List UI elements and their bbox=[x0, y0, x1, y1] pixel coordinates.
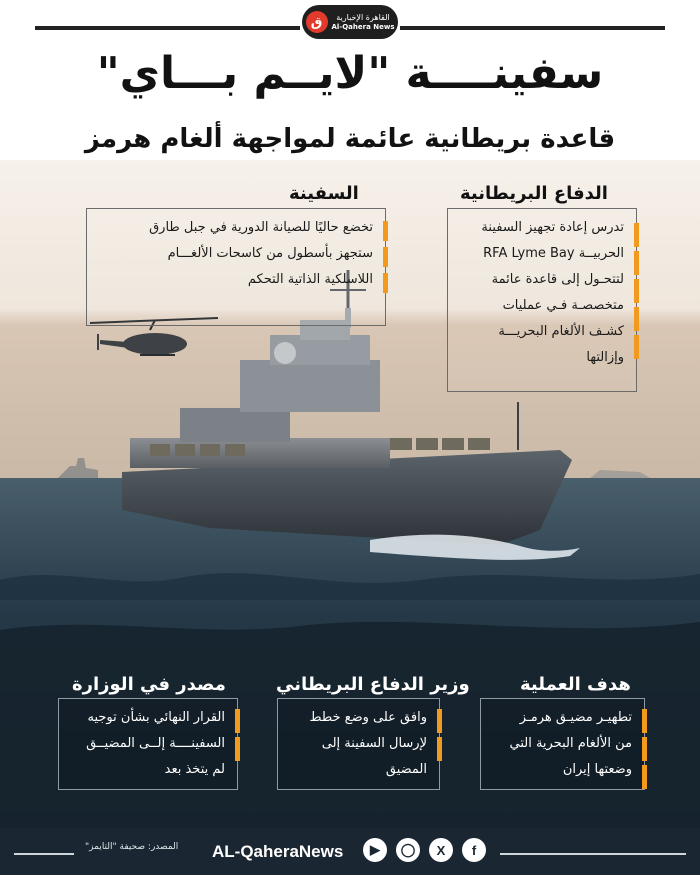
header-area bbox=[0, 0, 700, 175]
accent-bar bbox=[642, 709, 647, 733]
defense-line-5: كشـف الألغام البحريـــة bbox=[498, 324, 624, 339]
footer-divider-right bbox=[500, 853, 686, 855]
ship-line-3: اللاسلكية الذاتية التحكم bbox=[247, 272, 373, 287]
defense-section-title: الدفاع البريطانية bbox=[460, 183, 608, 204]
ship-section-title: السفينة bbox=[289, 183, 359, 204]
source-credit: المصدر: صحيفة "التايمز" bbox=[85, 842, 179, 852]
source-line-2: السفينــــة إلــى المضيــق bbox=[86, 736, 225, 751]
defense-line-4: متخصصـة فـي عمليات bbox=[502, 298, 624, 313]
accent-bar bbox=[634, 223, 639, 247]
accent-bar bbox=[383, 273, 388, 293]
brand-logo-text bbox=[332, 13, 395, 32]
header-divider-right bbox=[400, 26, 665, 30]
accent-bar bbox=[383, 247, 388, 267]
brand-name-english: Al-Qahera News bbox=[331, 22, 395, 31]
accent-bar bbox=[634, 335, 639, 359]
instagram-icon[interactable]: ◯ bbox=[396, 838, 420, 862]
defense-line-6: وإزالتها bbox=[586, 350, 624, 365]
youtube-icon[interactable]: ▶ bbox=[363, 838, 387, 862]
goal-line-3: وضعتها إيران bbox=[562, 762, 632, 777]
accent-bar bbox=[634, 307, 639, 331]
accent-bar bbox=[437, 709, 442, 733]
minister-info-box bbox=[277, 698, 440, 790]
accent-bar bbox=[642, 737, 647, 761]
ship-line-1: تخضع حاليًا للصيانة الدورية في جبل طارق bbox=[149, 220, 373, 235]
page-title: سفينــــة "لايــم بـــاي" bbox=[96, 48, 604, 99]
defense-info-box bbox=[447, 208, 637, 392]
accent-bar bbox=[383, 221, 388, 241]
brand-name-arabic: القاهرة الإخبارية bbox=[336, 12, 390, 22]
header-divider-left bbox=[35, 26, 300, 30]
minister-line-1: وافق على وضع خطط bbox=[309, 710, 427, 725]
ship-line-2: ستجهز بأسطول من كاسحات الألغـــام bbox=[167, 246, 373, 261]
page-subtitle: قاعدة بريطانية عائمة لمواجهة ألغام هرمز bbox=[84, 124, 616, 154]
footer-divider-left bbox=[14, 853, 74, 855]
minister-line-3: المضيق bbox=[385, 762, 427, 777]
site-name[interactable]: AL-QaheraNews bbox=[212, 842, 344, 861]
source-line-1: القرار النهائي بشأن توجيه bbox=[87, 710, 225, 725]
goal-line-1: تطهيـر مضيـق هرمـز bbox=[519, 710, 632, 725]
minister-line-2: لإرسال السفينة إلى bbox=[321, 736, 427, 751]
facebook-icon[interactable]: f bbox=[462, 838, 486, 862]
source-info-box bbox=[58, 698, 238, 790]
accent-bar bbox=[634, 251, 639, 275]
accent-bar bbox=[235, 709, 240, 733]
minister-section-title: وزير الدفاع البريطاني bbox=[276, 674, 470, 695]
accent-bar bbox=[642, 765, 647, 789]
defense-line-3: لتتحـول إلى قاعدة عائمة bbox=[491, 272, 624, 287]
source-section-title: مصدر في الوزارة bbox=[72, 674, 226, 695]
ship-info-box bbox=[86, 208, 386, 326]
logo-bar bbox=[0, 5, 700, 41]
accent-bar bbox=[437, 737, 442, 761]
x-icon[interactable]: X bbox=[429, 838, 453, 862]
goal-section-title: هدف العملية bbox=[520, 674, 631, 695]
goal-info-box bbox=[480, 698, 645, 790]
defense-line-2: الحربيــة RFA Lyme Bay bbox=[483, 246, 624, 261]
defense-line-1: تدرس إعادة تجهيز السفينة bbox=[481, 220, 624, 235]
brand-logo bbox=[302, 5, 398, 39]
accent-bar bbox=[235, 737, 240, 761]
brand-mark-icon: ق bbox=[306, 11, 328, 33]
goal-line-2: من الألغام البحرية التي bbox=[509, 736, 632, 751]
accent-bar bbox=[634, 279, 639, 303]
source-line-3: لم يتخذ بعد bbox=[164, 762, 225, 777]
